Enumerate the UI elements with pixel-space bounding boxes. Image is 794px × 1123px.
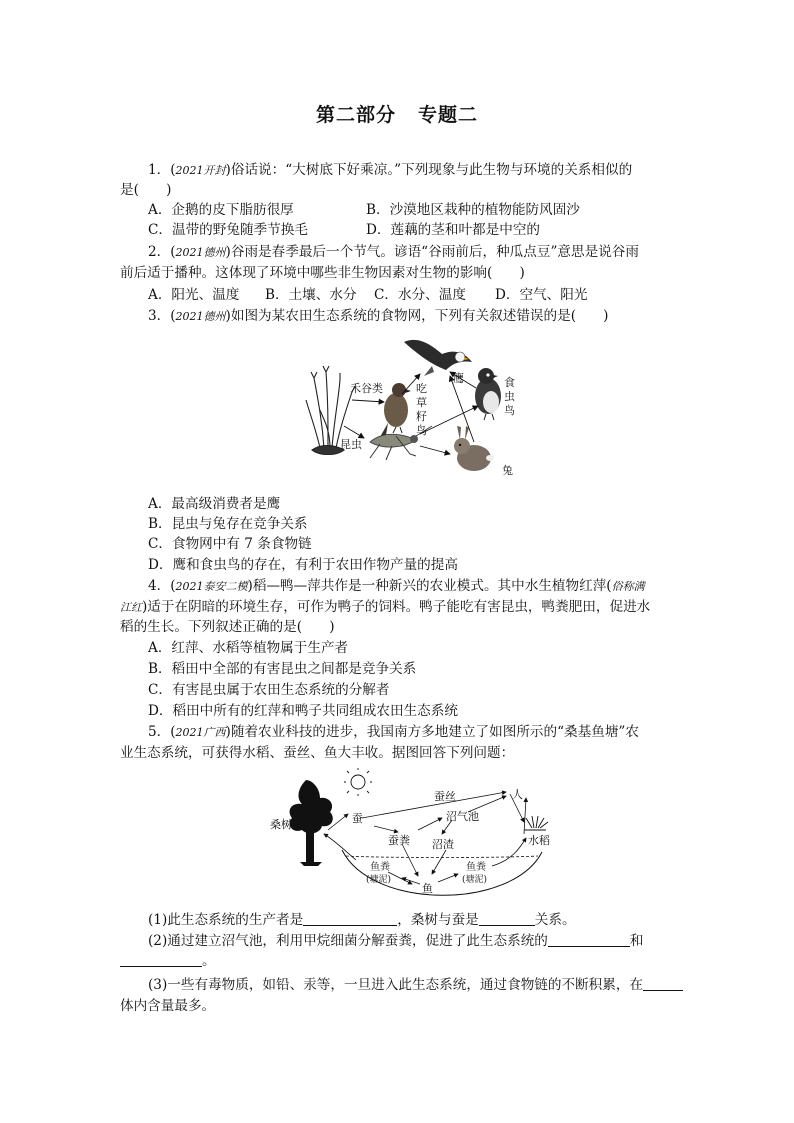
- q2-option-b: B．土壤、水分: [265, 287, 357, 303]
- q3-option-a: A．最高级消费者是鹰: [148, 496, 281, 512]
- q3-option-b: B．昆虫与兔存在竞争关系: [148, 516, 308, 532]
- q1-option-a: A．企鹅的皮下脂肪很厚: [148, 202, 294, 218]
- q4-option-c: C．有害昆虫属于农田生态系统的分解者: [148, 682, 390, 698]
- label-fish-feces-left: 鱼粪: [370, 862, 390, 873]
- q2-option-a: A．阳光、温度: [148, 287, 240, 303]
- q4-option-d: D．稻田中所有的红萍和鸭子共同组成农田生态系统: [148, 703, 458, 719]
- q3-option-c: C．食物网中有 7 条食物链: [148, 536, 312, 552]
- q5-stem-line2: 业生态系统，可获得水稻、蚕丝、鱼大丰收。据图回答下列问题：: [120, 745, 515, 761]
- rice-plant-image: [524, 816, 548, 830]
- q5-blank-3[interactable]: [548, 932, 630, 947]
- q4-option-a: A．红萍、水稻等植物属于生产者: [148, 640, 349, 656]
- q4-note-cont: 江红: [120, 601, 142, 614]
- arrow-feces-to-fish: [402, 844, 418, 876]
- arrow-mud-left-to-tree: [324, 834, 356, 860]
- arrow-rice-to-person: [524, 798, 526, 834]
- q4-note: 俗称满: [611, 580, 645, 593]
- label-bird-c3: 籽: [416, 410, 427, 423]
- arrow-residue-to-fish: [432, 850, 446, 874]
- arrow-mud-left-to-fish: [388, 872, 412, 884]
- mulberry-tree-image: [290, 780, 333, 866]
- eagle-image: [404, 340, 472, 376]
- seed-eating-bird-image: [380, 383, 411, 437]
- food-web-figure: [300, 330, 540, 485]
- q5-sub3: (3)一些有毒物质，如铅、汞等，一旦进入此生态系统，通过食物链的不断积累，在: [148, 975, 683, 995]
- label-rice: 水稻: [528, 834, 550, 847]
- label-bird-c1: 吃: [416, 382, 427, 395]
- q2-option-d: D．空气、阳光: [495, 287, 588, 303]
- q4-source: 2021泰安二模: [175, 580, 248, 593]
- label-silkworm: 蚕: [352, 812, 363, 825]
- label-fish-feces-right: 鱼粪: [466, 862, 486, 873]
- q2-stem-line2: 前后适于播种。这体现了环境中哪些非生物因素对生物的影响( ): [120, 265, 525, 281]
- rabbit-image: [454, 426, 494, 471]
- q1-stem-line1: 1．(2021开封)俗话说：“大树底下好乘凉。”下列现象与此生物与环境的关系相似的: [148, 162, 633, 178]
- label-biogas: 沼气池: [446, 810, 479, 823]
- q5-sub2: (2)通过建立沼气池，利用甲烷细菌分解蚕粪，促进了此生态系统的 和: [148, 933, 644, 949]
- insect-eating-bird-image: [475, 368, 501, 420]
- q2-stem-line1: 2．(2021德州)谷雨是春季最后一个节气。谚语“谷雨前后，种瓜点豆”意思是说谷雨: [148, 244, 639, 260]
- q2-source: 2021德州: [175, 246, 226, 259]
- label-pond-mud-left: (塘泥): [366, 875, 392, 885]
- q1-option-c: C．温带的野兔随季节换毛: [148, 222, 308, 238]
- arrow-fish-to-mud-right: [438, 874, 458, 882]
- q4-stem-line3: 稻的生长。下列叙述正确的是( ): [120, 619, 335, 635]
- label-rabbit: 兔: [502, 464, 513, 477]
- title-topic: 专题二: [418, 104, 479, 126]
- label-person: 人: [512, 788, 523, 801]
- q4-stem-line1: 4．(2021泰安二模)稻—鸭—萍共作是一种新兴的农业模式。其中水生植物红萍(俗称满: [148, 578, 645, 594]
- mulberry-fish-pond-figure: [262, 768, 562, 900]
- arrow-silkworm-to-feces: [374, 826, 398, 832]
- q5-sub3-cont: 体内含量最多。: [120, 998, 216, 1014]
- q5-sub2-cont: 。: [120, 951, 216, 971]
- label-eagle: 鹰: [453, 372, 464, 385]
- title-part: 第二部分: [315, 104, 396, 126]
- q5-blank-1[interactable]: [303, 911, 397, 926]
- label-bird-c2: 草: [416, 396, 427, 409]
- arrow-rabbit-to-eagle: [450, 376, 474, 442]
- arrow-grain-to-rabbit: [420, 446, 450, 454]
- q5-blank-5[interactable]: [643, 976, 683, 991]
- q5-sub1: (1)此生态系统的生产者是 ，桑树与蚕是 关系。: [148, 912, 576, 928]
- page-title: [0, 100, 794, 127]
- q4-option-b: B．稻田中全部的有害昆虫之间都是竞争关系: [148, 661, 417, 677]
- label-bird-c4: 鸟: [416, 424, 427, 437]
- q5-blank-4[interactable]: [120, 952, 202, 967]
- q1-stem-line2: 是( ): [120, 182, 172, 198]
- label-residue: 沼渣: [432, 838, 454, 851]
- arrow-grain-to-insect: [344, 426, 364, 438]
- q4-stem-line2: 江红)适于在阴暗的环境生存，可作为鸭子的饲料。鸭子能吃有害昆虫，鸭粪肥田，促进水: [120, 599, 651, 615]
- arrow-mud-right-to-rice: [492, 838, 526, 866]
- q1-option-d: D．莲藕的茎和叶都是中空的: [366, 222, 541, 238]
- q1-source: 2021开封: [175, 164, 226, 177]
- q3-option-d: D．鹰和食虫鸟的存在，有利于农田作物产量的提高: [148, 557, 458, 573]
- label-grain: 禾谷类: [350, 382, 383, 395]
- arrow-grain-to-bird: [352, 400, 384, 402]
- label-insect-bird-c1: 食: [504, 376, 515, 389]
- label-insect-bird-c3: 鸟: [504, 404, 515, 417]
- q2-option-c: C．水分、温度: [374, 287, 466, 303]
- label-insect: 昆虫: [340, 438, 362, 451]
- q5-blank-2[interactable]: [479, 911, 535, 926]
- arrow-feces-to-biogas: [418, 818, 442, 830]
- sun-icon: [344, 768, 372, 796]
- q5-stem-line1: 5．(2021广西)随着农业科技的进步，我国南方多地建立了如图所示的“桑基鱼塘”农: [148, 724, 639, 740]
- q1-option-b: B．沙漠地区栽种的植物能防风固沙: [366, 202, 580, 218]
- label-insect-bird-c2: 虫: [504, 390, 515, 403]
- q3-stem-line1: 3．(2021德州)如图为某农田生态系统的食物网，下列有关叙述错误的是( ): [148, 308, 609, 324]
- label-silk: 蚕丝: [434, 790, 456, 803]
- q3-source: 2021德州: [175, 310, 226, 323]
- label-mulberry: 桑树: [270, 818, 292, 831]
- label-silkworm-feces: 蚕粪: [388, 834, 410, 847]
- q5-source: 2021广西: [175, 726, 226, 739]
- label-fish: 鱼: [422, 882, 433, 895]
- label-pond-mud-right: (塘泥): [462, 875, 488, 885]
